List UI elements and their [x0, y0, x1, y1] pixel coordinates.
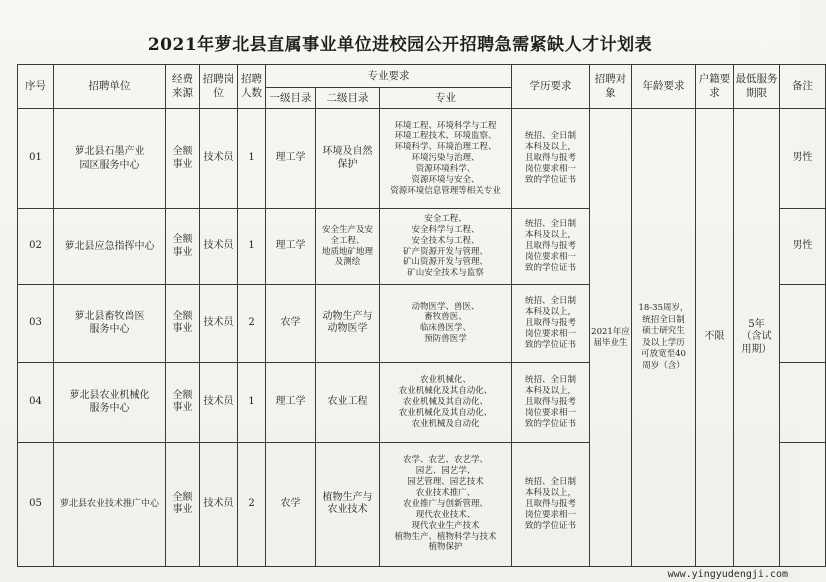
seq-cell: 05	[18, 442, 54, 566]
count-cell: 1	[238, 109, 266, 209]
seq-cell: 01	[18, 109, 54, 209]
level2-cell: 农业工程	[316, 362, 380, 442]
header-target: 招聘对象	[590, 65, 632, 109]
unit-cell: 萝北县畜牧兽医 服务中心	[54, 284, 166, 362]
level2-cell: 动物生产与 动物医学	[316, 284, 380, 362]
household-cell: 不限	[696, 109, 734, 567]
header-age: 年龄要求	[632, 65, 696, 109]
major-cell: 动物医学、兽医、 畜牧兽医、 临床兽医学、 预防兽医学	[380, 284, 512, 362]
level1-cell: 农学	[266, 284, 316, 362]
unit-cell: 萝北县石墨产业 园区服务中心	[54, 109, 166, 209]
count-cell: 2	[238, 442, 266, 566]
header-level1: 一级目录	[266, 88, 316, 109]
header-service: 最低服务期限	[734, 65, 780, 109]
page-title: 2021年萝北县直属事业单位进校园公开招聘急需紧缺人才计划表	[147, 35, 653, 55]
major-cell: 环境工程、环境科学与工程 环境工程技术、环境监察、 环境科学、环境治理工程、 环境污染与治理、 资源环境科学、 资源环境与安全、 资源环境信息管理等相关专业	[380, 109, 512, 209]
watermark-text: www.yingyudengji.com	[667, 569, 788, 580]
unit-cell: 萝北县农业技术推广中心	[54, 442, 166, 566]
funding-cell: 全额 事业	[166, 284, 200, 362]
table-row	[18, 109, 826, 209]
funding-cell: 全额 事业	[166, 209, 200, 285]
header-major-group: 专业要求	[266, 65, 512, 88]
education-cell: 统招、全日制 本科及以上， 且取得与报考 岗位要求相一 致的学位证书	[512, 362, 590, 442]
remark-cell: 男性	[780, 109, 826, 209]
count-cell: 1	[238, 209, 266, 285]
level1-cell: 理工学	[266, 209, 316, 285]
major-cell: 农学、农艺、农艺学、 园艺、园艺学、 园艺管理、园艺技术 农业技术推广、 农业推广与创新管理、 现代农业技术、 现代农业生产技术 植物生产、植物科学与技术 植物保护	[380, 442, 512, 566]
target-cell: 2021年应届毕业生	[590, 109, 632, 567]
seq-cell: 02	[18, 209, 54, 285]
funding-cell: 全额 事业	[166, 109, 200, 209]
funding-cell: 全额 事业	[166, 442, 200, 566]
post-cell: 技术员	[200, 442, 238, 566]
unit-cell: 萝北县农业机械化 服务中心	[54, 362, 166, 442]
post-cell: 技术员	[200, 362, 238, 442]
post-cell: 技术员	[200, 284, 238, 362]
funding-cell: 全额 事业	[166, 362, 200, 442]
header-education: 学历要求	[512, 65, 590, 109]
age-cell: 18-35周岁， 统招全日制 硕士研究生 及以上学历 可放宽至40 周岁（含）	[632, 109, 696, 567]
level1-cell: 理工学	[266, 362, 316, 442]
header-post: 招聘岗位	[200, 65, 238, 109]
education-cell: 统招、全日制 本科及以上， 且取得与报考 岗位要求相一 致的学位证书	[512, 209, 590, 285]
post-cell: 技术员	[200, 209, 238, 285]
major-cell: 安全工程、 安全科学与工程、 安全技术与工程、 矿产资源开发与管理、 矿山资源开发与管理、 矿山安全技术与监察	[380, 209, 512, 285]
level1-cell: 理工学	[266, 109, 316, 209]
count-cell: 2	[238, 284, 266, 362]
major-cell: 农业机械化、 农业机械化及其自动化、 农业机械及其自动化、 农业机械化及其自动化、 农业机械及自动化	[380, 362, 512, 442]
header-count: 招聘人数	[238, 65, 266, 109]
level2-cell: 植物生产与 农业技术	[316, 442, 380, 566]
level2-cell: 环境及自然 保护	[316, 109, 380, 209]
header-remarks: 备注	[780, 65, 826, 109]
education-cell: 统招、全日制 本科及以上， 且取得与报考 岗位要求相一 致的学位证书	[512, 442, 590, 566]
remark-cell	[780, 362, 826, 442]
header-unit: 招聘单位	[54, 65, 166, 109]
level2-cell: 安全生产及安 全工程、 地质地矿地理 及测绘	[316, 209, 380, 285]
header-level2: 二级目录	[316, 88, 380, 109]
unit-cell: 萝北县应急指挥中心	[54, 209, 166, 285]
education-cell: 统招、全日制 本科及以上， 且取得与报考 岗位要求相一 致的学位证书	[512, 284, 590, 362]
seq-cell: 04	[18, 362, 54, 442]
post-cell: 技术员	[200, 109, 238, 209]
header-household: 户籍要求	[696, 65, 734, 109]
service-cell: 5年 （含试 用期）	[734, 109, 780, 567]
seq-cell: 03	[18, 284, 54, 362]
remark-cell	[780, 284, 826, 362]
level1-cell: 农学	[266, 442, 316, 566]
header-seq: 序号	[18, 65, 54, 109]
remark-cell	[780, 442, 826, 566]
recruitment-table	[17, 64, 826, 567]
count-cell: 1	[238, 362, 266, 442]
education-cell: 统招、全日制 本科及以上， 且取得与报考 岗位要求相一 致的学位证书	[512, 109, 590, 209]
header-funding: 经费来源	[166, 65, 200, 109]
remark-cell: 男性	[780, 209, 826, 285]
header-major: 专业	[380, 88, 512, 109]
